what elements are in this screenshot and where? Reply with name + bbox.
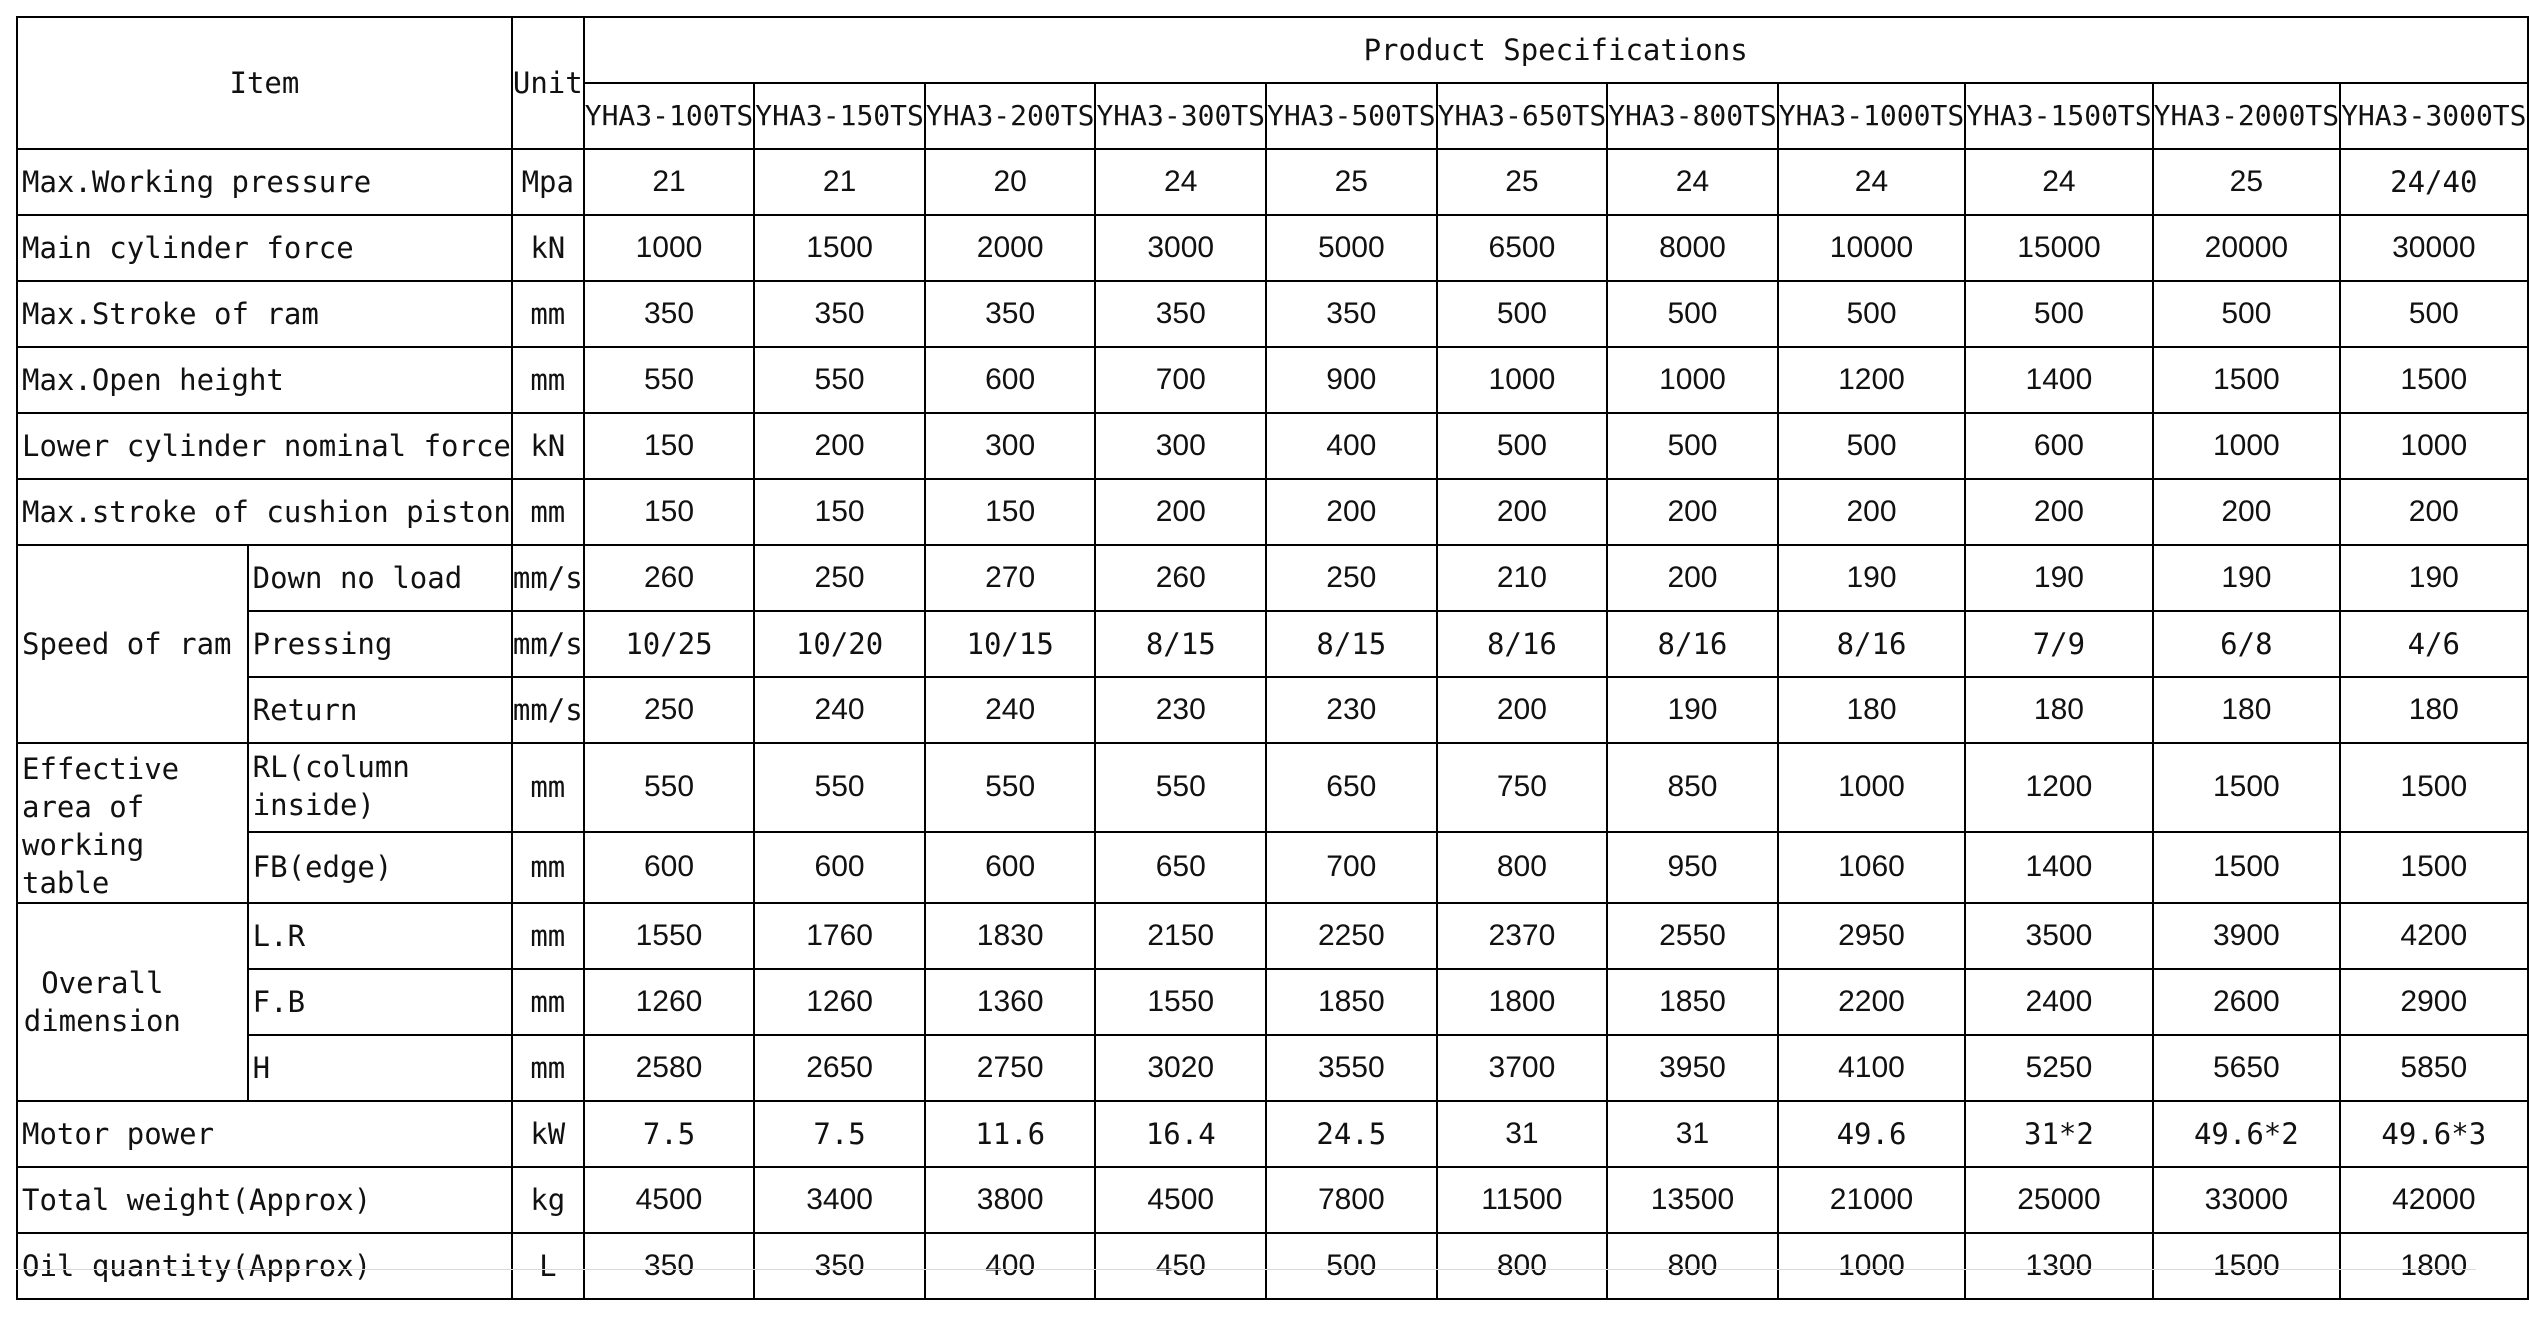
value-cell: 350 bbox=[1266, 281, 1437, 347]
value-cell: 24 bbox=[1095, 149, 1266, 215]
spec-row bbox=[17, 149, 2528, 215]
value-cell: 1000 bbox=[2153, 413, 2340, 479]
value-cell: 1360 bbox=[925, 969, 1096, 1035]
value-cell: 4500 bbox=[1095, 1167, 1266, 1233]
row-label: Oil quantity(Approx) bbox=[17, 1233, 512, 1299]
value-cell: 2550 bbox=[1607, 903, 1778, 969]
value-cell: 2200 bbox=[1778, 969, 1965, 1035]
value-cell: 200 bbox=[1437, 677, 1608, 743]
value-cell: 31 bbox=[1437, 1101, 1608, 1167]
value-cell: 230 bbox=[1266, 677, 1437, 743]
value-cell: 950 bbox=[1607, 832, 1778, 903]
value-cell: 3700 bbox=[1437, 1035, 1608, 1101]
value-cell: 2750 bbox=[925, 1035, 1096, 1101]
model-header: YHA3-150TS bbox=[754, 83, 925, 149]
group-label: Overall dimension bbox=[17, 903, 248, 1101]
unit-cell: kW bbox=[512, 1101, 584, 1167]
value-cell: 31 bbox=[1607, 1101, 1778, 1167]
value-cell: 190 bbox=[2153, 545, 2340, 611]
value-cell: 1000 bbox=[2340, 413, 2527, 479]
spec-row bbox=[17, 832, 2528, 903]
value-cell: 600 bbox=[1965, 413, 2152, 479]
value-cell: 49.6*3 bbox=[2340, 1101, 2527, 1167]
value-cell: 7.5 bbox=[584, 1101, 755, 1167]
value-cell: 2400 bbox=[1965, 969, 2152, 1035]
unit-cell: mm/s bbox=[512, 545, 584, 611]
value-cell: 3800 bbox=[925, 1167, 1096, 1233]
value-cell: 190 bbox=[1778, 545, 1965, 611]
model-header: YHA3-500TS bbox=[1266, 83, 1437, 149]
value-cell: 500 bbox=[1778, 413, 1965, 479]
value-cell: 1000 bbox=[1778, 743, 1965, 832]
spec-row bbox=[17, 215, 2528, 281]
value-cell: 6/8 bbox=[2153, 611, 2340, 677]
header-row-1 bbox=[17, 17, 2528, 83]
value-cell: 1850 bbox=[1607, 969, 1778, 1035]
value-cell: 2650 bbox=[754, 1035, 925, 1101]
value-cell: 200 bbox=[754, 413, 925, 479]
value-cell: 180 bbox=[2340, 677, 2527, 743]
value-cell: 8/16 bbox=[1778, 611, 1965, 677]
value-cell: 650 bbox=[1266, 743, 1437, 832]
value-cell: 200 bbox=[1965, 479, 2152, 545]
unit-cell: mm bbox=[512, 832, 584, 903]
model-header: YHA3-1500TS bbox=[1965, 83, 2152, 149]
unit-cell: Mpa bbox=[512, 149, 584, 215]
value-cell: 21000 bbox=[1778, 1167, 1965, 1233]
value-cell: 500 bbox=[1607, 281, 1778, 347]
value-cell: 4500 bbox=[584, 1167, 755, 1233]
value-cell: 500 bbox=[1607, 413, 1778, 479]
unit-cell: mm bbox=[512, 347, 584, 413]
value-cell: 3000 bbox=[1095, 215, 1266, 281]
value-cell: 1500 bbox=[2153, 743, 2340, 832]
value-cell: 4100 bbox=[1778, 1035, 1965, 1101]
value-cell: 240 bbox=[925, 677, 1096, 743]
row-label: Lower cylinder nominal force bbox=[17, 413, 512, 479]
spec-row bbox=[17, 969, 2528, 1035]
value-cell: 250 bbox=[754, 545, 925, 611]
value-cell: 3900 bbox=[2153, 903, 2340, 969]
value-cell: 1000 bbox=[584, 215, 755, 281]
spec-row bbox=[17, 611, 2528, 677]
value-cell: 350 bbox=[584, 281, 755, 347]
value-cell: 25 bbox=[1437, 149, 1608, 215]
value-cell: 260 bbox=[584, 545, 755, 611]
spec-row bbox=[17, 743, 2528, 832]
value-cell: 24 bbox=[1607, 149, 1778, 215]
value-cell: 700 bbox=[1266, 832, 1437, 903]
value-cell: 3020 bbox=[1095, 1035, 1266, 1101]
value-cell: 21 bbox=[754, 149, 925, 215]
value-cell: 1550 bbox=[1095, 969, 1266, 1035]
row-label: Max.Stroke of ram bbox=[17, 281, 512, 347]
group-label: Speed of ram bbox=[17, 545, 248, 743]
value-cell: 10/20 bbox=[754, 611, 925, 677]
value-cell: 2900 bbox=[2340, 969, 2527, 1035]
value-cell: 25 bbox=[1266, 149, 1437, 215]
value-cell: 210 bbox=[1437, 545, 1608, 611]
value-cell: 2150 bbox=[1095, 903, 1266, 969]
sub-label: Pressing bbox=[248, 611, 512, 677]
row-label: Max.stroke of cushion piston bbox=[17, 479, 512, 545]
value-cell: 800 bbox=[1437, 832, 1608, 903]
spec-row bbox=[17, 479, 2528, 545]
value-cell: 200 bbox=[1607, 479, 1778, 545]
value-cell: 20000 bbox=[2153, 215, 2340, 281]
value-cell: 200 bbox=[1095, 479, 1266, 545]
unit-cell: mm bbox=[512, 743, 584, 832]
value-cell: 1500 bbox=[2340, 832, 2527, 903]
model-header: YHA3-800TS bbox=[1607, 83, 1778, 149]
value-cell: 3550 bbox=[1266, 1035, 1437, 1101]
value-cell: 3500 bbox=[1965, 903, 2152, 969]
sub-label: L.R bbox=[248, 903, 512, 969]
value-cell: 350 bbox=[754, 281, 925, 347]
value-cell: 1760 bbox=[754, 903, 925, 969]
value-cell: 7/9 bbox=[1965, 611, 2152, 677]
value-cell: 1200 bbox=[1778, 347, 1965, 413]
value-cell: 2580 bbox=[584, 1035, 755, 1101]
model-header: YHA3-2000TS bbox=[2153, 83, 2340, 149]
value-cell: 10/25 bbox=[584, 611, 755, 677]
value-cell: 600 bbox=[925, 832, 1096, 903]
value-cell: 3950 bbox=[1607, 1035, 1778, 1101]
value-cell: 550 bbox=[925, 743, 1096, 832]
row-label: Max.Working pressure bbox=[17, 149, 512, 215]
value-cell: 24 bbox=[1965, 149, 2152, 215]
row-label: Motor power bbox=[17, 1101, 512, 1167]
value-cell: 4/6 bbox=[2340, 611, 2527, 677]
value-cell: 150 bbox=[584, 413, 755, 479]
value-cell: 190 bbox=[2340, 545, 2527, 611]
model-header: YHA3-100TS bbox=[584, 83, 755, 149]
unit-cell: mm bbox=[512, 1035, 584, 1101]
value-cell: 240 bbox=[754, 677, 925, 743]
value-cell: 190 bbox=[1965, 545, 2152, 611]
value-cell: 450 bbox=[1095, 1233, 1266, 1299]
unit-cell: mm bbox=[512, 903, 584, 969]
value-cell: 5850 bbox=[2340, 1035, 2527, 1101]
value-cell: 5250 bbox=[1965, 1035, 2152, 1101]
value-cell: 550 bbox=[1095, 743, 1266, 832]
value-cell: 550 bbox=[584, 743, 755, 832]
sub-label: Down no load bbox=[248, 545, 512, 611]
value-cell: 190 bbox=[1607, 677, 1778, 743]
value-cell: 25 bbox=[2153, 149, 2340, 215]
value-cell: 11500 bbox=[1437, 1167, 1608, 1233]
value-cell: 1200 bbox=[1965, 743, 2152, 832]
value-cell: 800 bbox=[1437, 1233, 1608, 1299]
model-header: YHA3-300TS bbox=[1095, 83, 1266, 149]
value-cell: 750 bbox=[1437, 743, 1608, 832]
unit-cell: kN bbox=[512, 413, 584, 479]
value-cell: 1260 bbox=[584, 969, 755, 1035]
value-cell: 200 bbox=[1778, 479, 1965, 545]
value-cell: 270 bbox=[925, 545, 1096, 611]
value-cell: 800 bbox=[1607, 1233, 1778, 1299]
value-cell: 300 bbox=[925, 413, 1096, 479]
value-cell: 16.4 bbox=[1095, 1101, 1266, 1167]
value-cell: 180 bbox=[1778, 677, 1965, 743]
value-cell: 500 bbox=[1965, 281, 2152, 347]
unit-cell: mm bbox=[512, 969, 584, 1035]
value-cell: 230 bbox=[1095, 677, 1266, 743]
spec-row bbox=[17, 413, 2528, 479]
value-cell: 8/15 bbox=[1095, 611, 1266, 677]
value-cell: 1500 bbox=[2340, 743, 2527, 832]
value-cell: 24.5 bbox=[1266, 1101, 1437, 1167]
unit-header: Unit bbox=[512, 17, 584, 149]
unit-cell: kg bbox=[512, 1167, 584, 1233]
value-cell: 200 bbox=[1437, 479, 1608, 545]
value-cell: 500 bbox=[1778, 281, 1965, 347]
spec-row bbox=[17, 545, 2528, 611]
spec-table bbox=[16, 16, 2529, 1300]
value-cell: 600 bbox=[584, 832, 755, 903]
model-header: YHA3-1000TS bbox=[1778, 83, 1965, 149]
value-cell: 2950 bbox=[1778, 903, 1965, 969]
value-cell: 1000 bbox=[1607, 347, 1778, 413]
value-cell: 3400 bbox=[754, 1167, 925, 1233]
value-cell: 1850 bbox=[1266, 969, 1437, 1035]
spec-row bbox=[17, 1035, 2528, 1101]
value-cell: 500 bbox=[2340, 281, 2527, 347]
sub-label: F.B bbox=[248, 969, 512, 1035]
value-cell: 15000 bbox=[1965, 215, 2152, 281]
value-cell: 500 bbox=[2153, 281, 2340, 347]
value-cell: 550 bbox=[754, 743, 925, 832]
value-cell: 8/16 bbox=[1607, 611, 1778, 677]
value-cell: 400 bbox=[1266, 413, 1437, 479]
value-cell: 31*2 bbox=[1965, 1101, 2152, 1167]
value-cell: 21 bbox=[584, 149, 755, 215]
value-cell: 1550 bbox=[584, 903, 755, 969]
value-cell: 180 bbox=[2153, 677, 2340, 743]
row-label: Main cylinder force bbox=[17, 215, 512, 281]
value-cell: 550 bbox=[584, 347, 755, 413]
value-cell: 350 bbox=[754, 1233, 925, 1299]
value-cell: 1060 bbox=[1778, 832, 1965, 903]
spec-row bbox=[17, 1101, 2528, 1167]
value-cell: 10000 bbox=[1778, 215, 1965, 281]
value-cell: 1830 bbox=[925, 903, 1096, 969]
item-header: Item bbox=[17, 17, 512, 149]
product-specifications-header: Product Specifications bbox=[584, 17, 2528, 83]
value-cell: 1300 bbox=[1965, 1233, 2152, 1299]
value-cell: 150 bbox=[754, 479, 925, 545]
unit-cell: mm/s bbox=[512, 677, 584, 743]
value-cell: 500 bbox=[1437, 281, 1608, 347]
value-cell: 1000 bbox=[1778, 1233, 1965, 1299]
spec-row bbox=[17, 1167, 2528, 1233]
value-cell: 250 bbox=[584, 677, 755, 743]
value-cell: 850 bbox=[1607, 743, 1778, 832]
value-cell: 350 bbox=[1095, 281, 1266, 347]
value-cell: 24/40 bbox=[2340, 149, 2527, 215]
row-label: Max.Open height bbox=[17, 347, 512, 413]
value-cell: 500 bbox=[1437, 413, 1608, 479]
model-header: YHA3-650TS bbox=[1437, 83, 1608, 149]
value-cell: 400 bbox=[925, 1233, 1096, 1299]
spec-row bbox=[17, 281, 2528, 347]
row-label: Total weight(Approx) bbox=[17, 1167, 512, 1233]
unit-cell: L bbox=[512, 1233, 584, 1299]
value-cell: 6500 bbox=[1437, 215, 1608, 281]
value-cell: 5000 bbox=[1266, 215, 1437, 281]
value-cell: 150 bbox=[925, 479, 1096, 545]
value-cell: 1500 bbox=[2340, 347, 2527, 413]
value-cell: 24 bbox=[1778, 149, 1965, 215]
value-cell: 350 bbox=[584, 1233, 755, 1299]
value-cell: 1500 bbox=[2153, 832, 2340, 903]
value-cell: 4200 bbox=[2340, 903, 2527, 969]
value-cell: 1500 bbox=[2153, 347, 2340, 413]
value-cell: 1400 bbox=[1965, 832, 2152, 903]
unit-cell: mm/s bbox=[512, 611, 584, 677]
value-cell: 1800 bbox=[1437, 969, 1608, 1035]
value-cell: 8/16 bbox=[1437, 611, 1608, 677]
value-cell: 7.5 bbox=[754, 1101, 925, 1167]
sub-label: FB(edge) bbox=[248, 832, 512, 903]
value-cell: 900 bbox=[1266, 347, 1437, 413]
value-cell: 49.6*2 bbox=[2153, 1101, 2340, 1167]
model-header: YHA3-200TS bbox=[925, 83, 1096, 149]
spec-row bbox=[17, 903, 2528, 969]
value-cell: 30000 bbox=[2340, 215, 2527, 281]
value-cell: 650 bbox=[1095, 832, 1266, 903]
sub-label: RL(column inside) bbox=[248, 743, 512, 832]
value-cell: 200 bbox=[1607, 545, 1778, 611]
value-cell: 1260 bbox=[754, 969, 925, 1035]
value-cell: 300 bbox=[1095, 413, 1266, 479]
value-cell: 25000 bbox=[1965, 1167, 2152, 1233]
value-cell: 550 bbox=[754, 347, 925, 413]
value-cell: 49.6 bbox=[1778, 1101, 1965, 1167]
unit-cell: mm bbox=[512, 281, 584, 347]
value-cell: 1500 bbox=[754, 215, 925, 281]
value-cell: 700 bbox=[1095, 347, 1266, 413]
value-cell: 200 bbox=[2340, 479, 2527, 545]
spec-row bbox=[17, 677, 2528, 743]
value-cell: 20 bbox=[925, 149, 1096, 215]
value-cell: 7800 bbox=[1266, 1167, 1437, 1233]
spec-row bbox=[17, 347, 2528, 413]
value-cell: 180 bbox=[1965, 677, 2152, 743]
value-cell: 42000 bbox=[2340, 1167, 2527, 1233]
value-cell: 10/15 bbox=[925, 611, 1096, 677]
sheet-gridline bbox=[16, 1269, 2476, 1310]
value-cell: 1000 bbox=[1437, 347, 1608, 413]
value-cell: 2250 bbox=[1266, 903, 1437, 969]
value-cell: 150 bbox=[584, 479, 755, 545]
value-cell: 250 bbox=[1266, 545, 1437, 611]
value-cell: 200 bbox=[1266, 479, 1437, 545]
value-cell: 2000 bbox=[925, 215, 1096, 281]
unit-cell: mm bbox=[512, 479, 584, 545]
value-cell: 1800 bbox=[2340, 1233, 2527, 1299]
unit-cell: kN bbox=[512, 215, 584, 281]
value-cell: 8/15 bbox=[1266, 611, 1437, 677]
value-cell: 13500 bbox=[1607, 1167, 1778, 1233]
value-cell: 33000 bbox=[2153, 1167, 2340, 1233]
value-cell: 260 bbox=[1095, 545, 1266, 611]
value-cell: 350 bbox=[925, 281, 1096, 347]
value-cell: 2370 bbox=[1437, 903, 1608, 969]
value-cell: 500 bbox=[1266, 1233, 1437, 1299]
value-cell: 600 bbox=[925, 347, 1096, 413]
group-label: Effective area of working table bbox=[17, 743, 248, 903]
value-cell: 5650 bbox=[2153, 1035, 2340, 1101]
value-cell: 200 bbox=[2153, 479, 2340, 545]
sub-label: Return bbox=[248, 677, 512, 743]
sub-label: H bbox=[248, 1035, 512, 1101]
value-cell: 11.6 bbox=[925, 1101, 1096, 1167]
value-cell: 1500 bbox=[2153, 1233, 2340, 1299]
value-cell: 2600 bbox=[2153, 969, 2340, 1035]
spec-table-body bbox=[17, 17, 2528, 1299]
value-cell: 600 bbox=[754, 832, 925, 903]
value-cell: 8000 bbox=[1607, 215, 1778, 281]
value-cell: 1400 bbox=[1965, 347, 2152, 413]
model-header: YHA3-3000TS bbox=[2340, 83, 2527, 149]
